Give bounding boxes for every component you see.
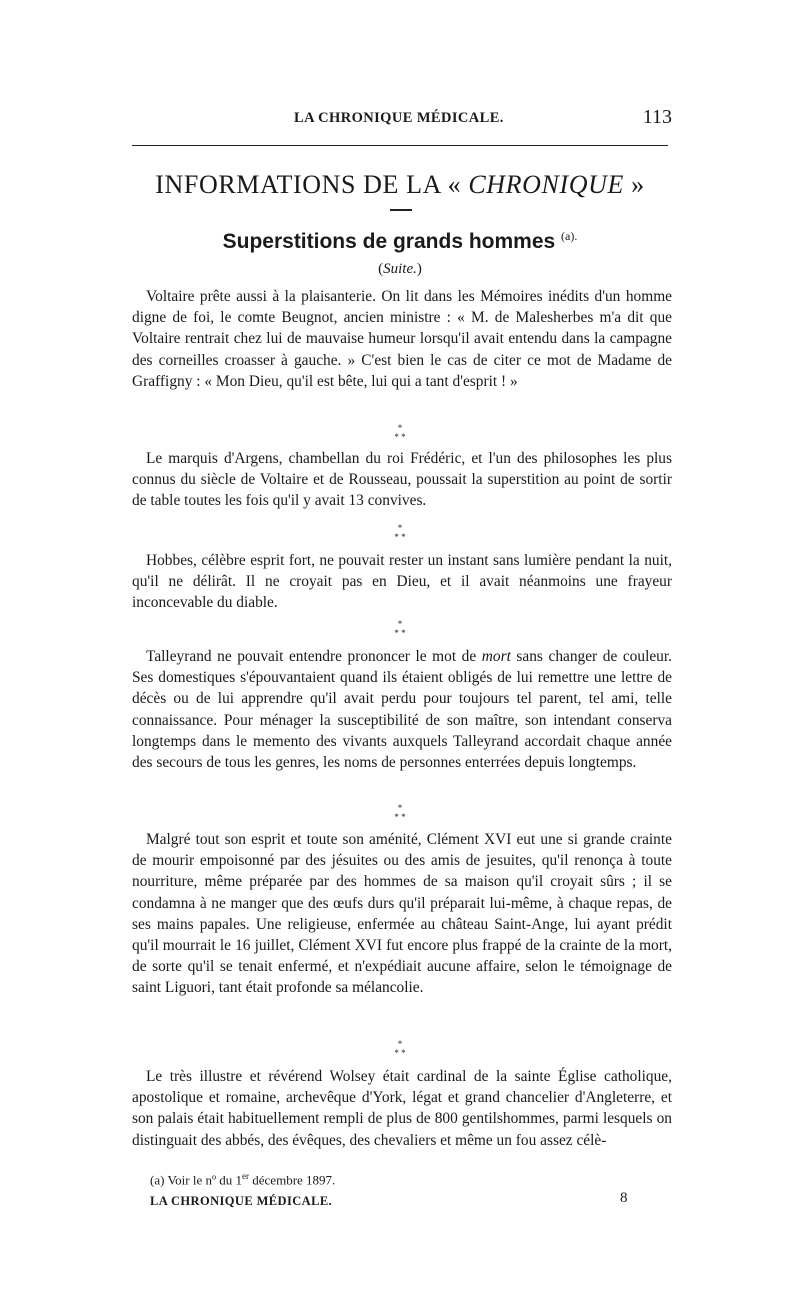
asterism (380, 424, 420, 448)
footnote-text-before: (a) Voir le nº du 1 (150, 1172, 243, 1188)
talleyrand-text-before: Talleyrand ne pouvait entendre prononcer le mot de (146, 648, 482, 665)
paragraph-argens: Le marquis d'Argens, chambellan du roi Frédéric, et l'un des philosophes les plus connus du siècle de Voltaire et de Rousseau, poussait la superstition au point de sortir de table toutes les fois qu'il y avait 13 convives. (132, 450, 672, 510)
paragraph-wolsey: Le très illustre et révérend Wolsey était cardinal de la sainte Église catholique, apostolique et romaine, archevêque d'York, légat et grand chancelier d'Angleterre, et son palais était habituellement rempli de plus de 800 gentilshommes, parmi lesquels on distinguait des abbés, des évêques, des chevaliers et même un fou assez célè- (132, 1068, 672, 1149)
running-title: LA CHRONIQUE MÉDICALE. (294, 110, 504, 126)
paragraph-talleyrand (132, 646, 672, 773)
section-title-italic: CHRONIQUE (468, 170, 624, 199)
footer-title: LA CHRONIQUE MÉDICALE. (150, 1194, 333, 1208)
page-number: 113 (642, 106, 672, 128)
asterism-bottom: * * (394, 532, 406, 542)
asterism-top: * (397, 1039, 403, 1049)
asterism-bottom: * * (394, 628, 406, 638)
asterism (380, 620, 420, 644)
header-rule (132, 145, 668, 146)
article-title-text: Superstitions de grands hommes (222, 230, 556, 253)
article-title (140, 229, 660, 254)
subtitle-close: ) (416, 261, 422, 277)
asterism (380, 804, 420, 828)
footnote-sup: er (242, 1171, 250, 1181)
paragraph-hobbes: Hobbes, célèbre esprit fort, ne pouvait rester un instant sans lumière pendant la nuit, qu'il ne délirât. Il ne croyait pas en Dieu, et il avait néanmoins une frayeur inconcevable du diable. (132, 552, 672, 612)
asterism (380, 1040, 420, 1064)
paragraph-voltaire: Voltaire prête aussi à la plaisanterie. On lit dans les Mémoires inédits d'un homme digne de foi, le comte Beugnot, ancien ministre : « M. de Malesherbes m'a dit que Voltaire rentrait chez lui de mauvaise humeur lorsqu'il avait entendu dans la campagne des corneilles croasser à gauche. » C'est bien le cas de citer ce mot de Madame de Graffigny : « Mon Dieu, qu'il est bête, lui qui a tant d'esprit ! » (132, 288, 672, 390)
footnote-text-after: décembre 1897. (249, 1172, 336, 1188)
talleyrand-text-after: sans changer de couleur. Ses domestiques s'épouvantaient quand ils étaient obligés de lui remettre une lettre de décès ou de lui apprendre qu'il avait perdu pour toujours tel parent, tel ami, telle connaissance. Pour ménager la susceptibilité de son maître, son intendant conserva longtemps dans le memento des vivants auxquels Talleyrand accordait chaque année des secours de tous les genres, les noms de personnes enterrées depuis longtemps. (132, 648, 672, 772)
section-title (90, 170, 710, 200)
asterism-top: * (397, 423, 403, 433)
asterism (380, 524, 420, 548)
footnote-ref: (a). (561, 229, 578, 243)
talleyrand-italic-word: mort (481, 648, 511, 665)
asterism-top: * (397, 803, 403, 813)
running-head (132, 106, 672, 134)
asterism-bottom: * * (394, 812, 406, 822)
title-dash (390, 209, 412, 211)
subtitle-text: Suite. (383, 261, 417, 277)
asterism-bottom: * * (394, 432, 406, 442)
paragraph-clement: Malgré tout son esprit et toute son aménité, Clément XVI eut une si grande crainte de mourir empoisonné par des jésuites ou des amis de jesuites, qu'il renonça à toute nourriture, même préparée par des hommes de sa maison qu'il croyait sûrs ; il se condamna à ne manger que des œufs durs qu'il préparait lui-même, à chaque repas, de ses mains papales. Une religieuse, enfermée au château Saint-Ange, lui ayant prédit qu'il mourrait le 16 juillet, Clément XVI fut encore plus frappé de la crainte de la mort, de sorte qu'il se tenait enfermé, et n'expédiait aucune affaire, selon le témoignage de saint Liguori, tant était profonde sa mélancolie. (132, 831, 672, 997)
asterism-top: * (397, 619, 403, 629)
article-subtitle (300, 261, 500, 278)
section-title-prefix: INFORMATIONS DE LA « (155, 170, 469, 199)
signature-mark: 8 (620, 1190, 628, 1206)
asterism-top: * (397, 523, 403, 533)
subtitle-open: ( (378, 261, 384, 277)
footnote (150, 1171, 335, 1188)
section-title-suffix: » (623, 170, 645, 199)
asterism-bottom: * * (394, 1048, 406, 1058)
